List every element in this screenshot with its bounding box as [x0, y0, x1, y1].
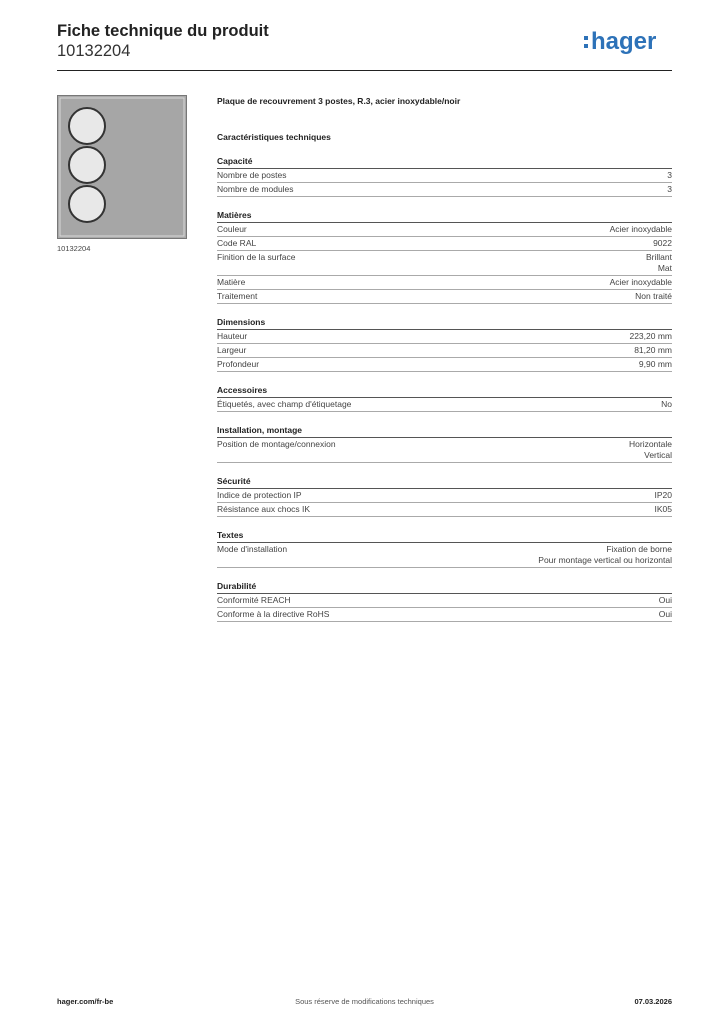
product-description: Plaque de recouvrement 3 postes, R.3, acier inoxydable/noir	[217, 96, 461, 106]
spec-section	[217, 316, 672, 372]
spec-label: Couleur	[217, 224, 247, 234]
spec-value-line: No	[661, 399, 672, 409]
spec-value-line: Vertical	[644, 450, 672, 460]
section-title: Installation, montage	[217, 424, 672, 438]
spec-value	[655, 504, 673, 515]
spec-row	[217, 398, 672, 412]
spec-value-line: Pour montage vertical ou horizontal	[538, 555, 672, 565]
spec-value-line: IK05	[654, 504, 672, 514]
cover-plate-3-gang-image	[57, 95, 187, 239]
spec-section	[217, 384, 672, 412]
section-title: Dimensions	[217, 316, 672, 330]
spec-value	[639, 359, 672, 370]
spec-row	[217, 330, 672, 344]
footer-date: 07.03.2026	[634, 997, 672, 1006]
image-caption: 10132204	[57, 244, 91, 253]
spec-value	[635, 291, 672, 302]
spec-row	[217, 489, 672, 503]
spec-value	[661, 399, 672, 410]
spec-row	[217, 594, 672, 608]
spec-label: Étiquetés, avec champ d'étiquetage	[217, 399, 352, 409]
spec-label: Nombre de postes	[217, 170, 287, 180]
spec-value	[659, 609, 672, 620]
footer-notice: Sous réserve de modifications techniques	[295, 997, 434, 1006]
section-title: Capacité	[217, 155, 672, 169]
product-number: 10132204	[57, 42, 131, 60]
spec-value-line: Brillant	[646, 252, 672, 262]
spec-section	[217, 529, 672, 568]
spec-row	[217, 290, 672, 304]
header-divider	[57, 70, 672, 71]
spec-sections	[217, 155, 672, 622]
spec-section	[217, 424, 672, 463]
spec-value	[610, 224, 672, 235]
spec-row	[217, 223, 672, 237]
spec-value	[659, 595, 672, 606]
spec-row	[217, 344, 672, 358]
spec-row	[217, 608, 672, 622]
spec-section	[217, 475, 672, 517]
spec-row	[217, 438, 672, 463]
hager-logo	[584, 27, 672, 57]
spec-value-line: Fixation de borne	[606, 544, 672, 554]
spec-value	[653, 238, 672, 249]
brand-wordmark: hager	[591, 28, 657, 55]
spec-label: Résistance aux chocs IK	[217, 504, 311, 514]
spec-value-line: Acier inoxydable	[609, 224, 672, 234]
spec-value-line: Oui	[658, 609, 672, 619]
spec-value-line: 223,20 mm	[629, 331, 672, 341]
spec-value-line: 9,90 mm	[638, 359, 672, 369]
section-title: Accessoires	[217, 384, 672, 398]
spec-value	[629, 331, 672, 342]
spec-label: Position de montage/connexion	[217, 439, 336, 449]
spec-row	[217, 358, 672, 372]
spec-value-line: 9022	[653, 238, 672, 248]
spec-value-line: 3	[667, 184, 672, 194]
section-title: Textes	[217, 529, 672, 543]
spec-value-line: Non traité	[635, 291, 672, 301]
spec-label: Mode d'installation	[217, 544, 288, 554]
spec-section	[217, 580, 672, 622]
technical-characteristics-heading: Caractéristiques techniques	[217, 132, 331, 142]
spec-row	[217, 276, 672, 290]
spec-label: Conforme à la directive RoHS	[217, 609, 330, 619]
spec-row	[217, 183, 672, 197]
spec-value	[667, 170, 672, 181]
spec-row	[217, 169, 672, 183]
spec-value-line: IP20	[654, 490, 672, 500]
spec-value	[655, 490, 673, 501]
section-title: Matières	[217, 209, 672, 223]
spec-label: Largeur	[217, 345, 247, 355]
spec-content	[217, 95, 672, 622]
spec-label: Profondeur	[217, 359, 260, 369]
spec-section	[217, 155, 672, 197]
spec-value-line: Acier inoxydable	[609, 277, 672, 287]
spec-value	[646, 252, 672, 274]
spec-value-line: Oui	[658, 595, 672, 605]
spec-value	[538, 544, 672, 566]
document-header	[57, 21, 269, 61]
spec-value-line: 81,20 mm	[634, 345, 672, 355]
spec-row	[217, 503, 672, 517]
spec-value-line: 3	[667, 170, 672, 180]
spec-value-line: Horizontale	[629, 439, 672, 449]
spec-label: Hauteur	[217, 331, 248, 341]
spec-value-line: Mat	[657, 263, 672, 273]
spec-label: Indice de protection IP	[217, 490, 302, 500]
spec-row	[217, 237, 672, 251]
spec-label: Finition de la surface	[217, 252, 296, 262]
page-title: Fiche technique du produit	[57, 22, 269, 40]
spec-value	[667, 184, 672, 195]
spec-label: Conformité REACH	[217, 595, 291, 605]
spec-label: Matière	[217, 277, 246, 287]
spec-row	[217, 543, 672, 568]
spec-value	[634, 345, 672, 356]
spec-value	[629, 439, 672, 461]
footer-website-link[interactable]: hager.com/fr-be	[57, 997, 114, 1006]
section-title: Sécurité	[217, 475, 672, 489]
spec-row	[217, 251, 672, 276]
spec-label: Nombre de modules	[217, 184, 294, 194]
spec-value	[610, 277, 672, 288]
spec-label: Traitement	[217, 291, 258, 301]
spec-section	[217, 209, 672, 304]
section-title: Durabilité	[217, 580, 672, 594]
spec-label: Code RAL	[217, 238, 257, 248]
